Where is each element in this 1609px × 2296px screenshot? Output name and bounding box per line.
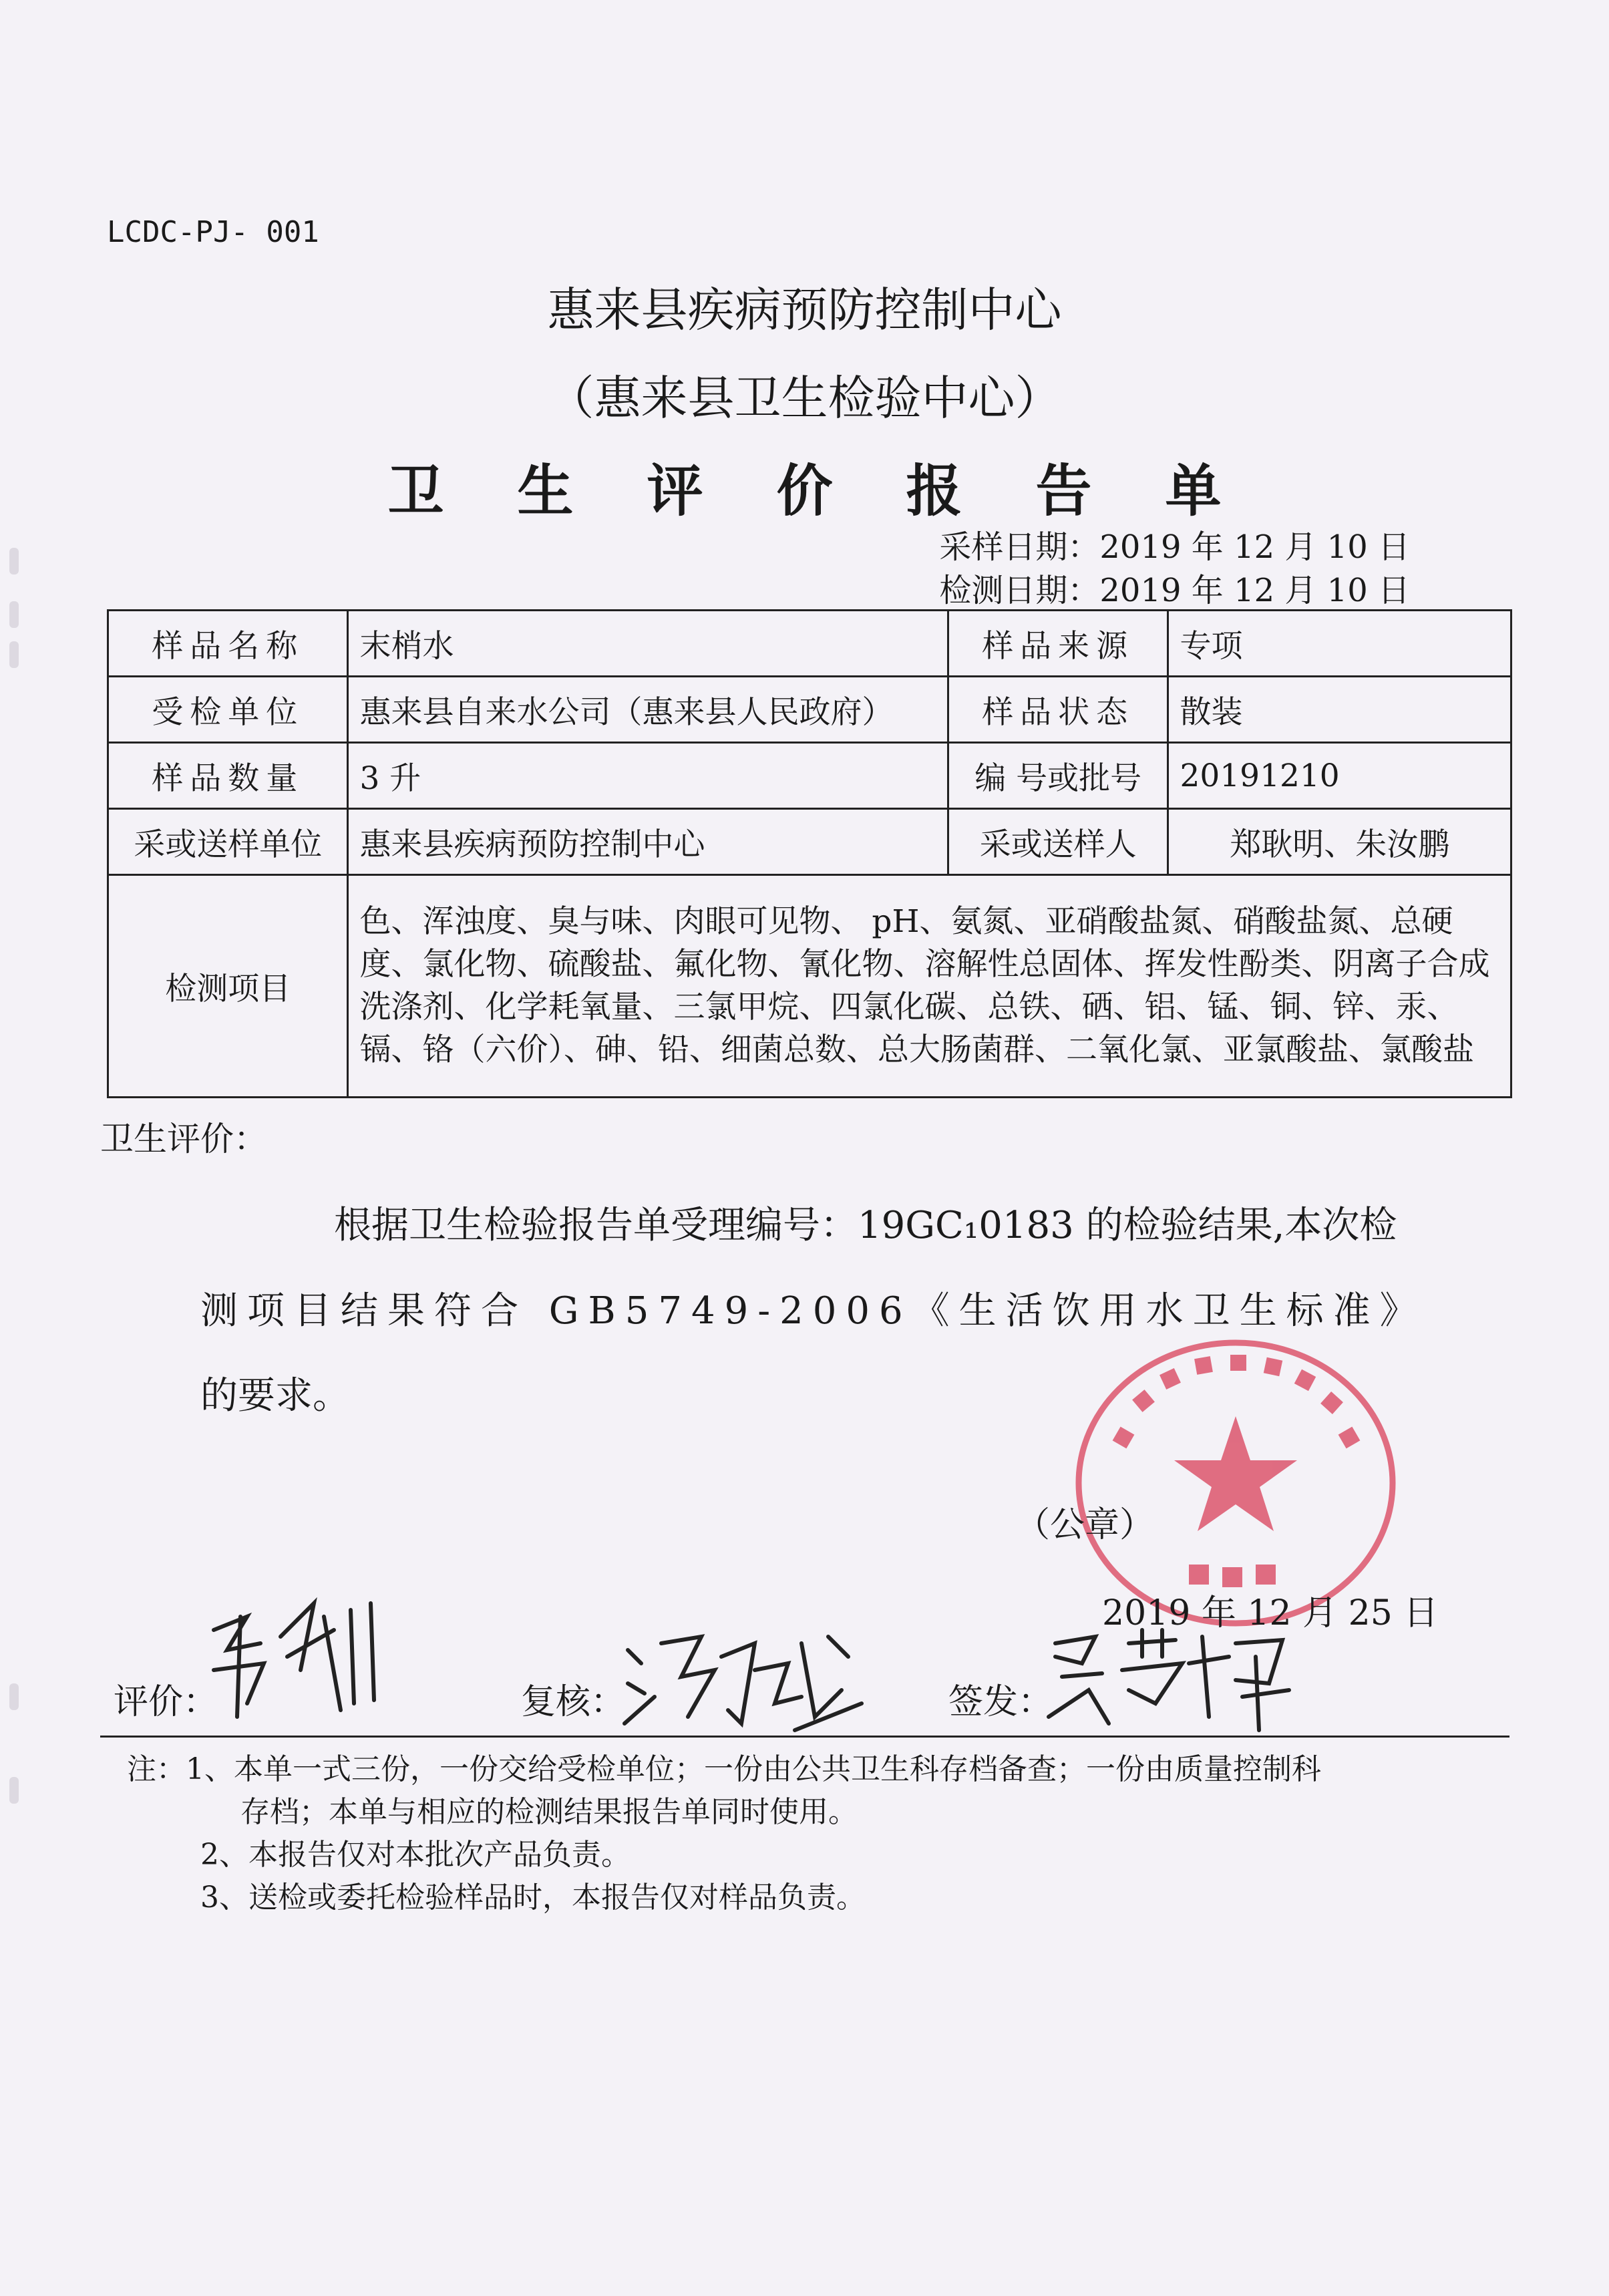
value-sample-source: 专项 [1168, 611, 1511, 677]
label-sample-state: 样品状态 [948, 677, 1168, 743]
evaluation-heading: 卫生评价： [100, 1120, 267, 1158]
table-row [108, 743, 1511, 809]
sample-date: 采样日期：2019 年 12 月 10 日 [939, 528, 1410, 566]
evaluation-paragraph-line-2: 测项目结果符合 GB5749-2006《生活饮用水卫生标准》 [200, 1289, 1427, 1333]
note-1: 注：1、本单一式三份，一份交给受检单位；一份由公共卫生科存档备查；一份由质量控制科 [127, 1752, 1321, 1786]
test-date: 检测日期：2019 年 12 月 10 日 [939, 572, 1410, 609]
evaluator-label: 评价： [114, 1682, 218, 1722]
value-sample-name: 末梢水 [348, 611, 948, 677]
label-sample-name: 样品名称 [108, 611, 348, 677]
footer-divider [100, 1736, 1509, 1738]
label-sampler: 采或送样人 [948, 809, 1168, 875]
label-inspected-unit: 受检单位 [108, 677, 348, 743]
value-batch-number: 20191210 [1168, 743, 1511, 809]
punch-mark [9, 1777, 19, 1804]
table-row [108, 809, 1511, 875]
value-sample-state: 散装 [1168, 677, 1511, 743]
org-subtitle: （惠来县卫生检验中心） [547, 371, 1062, 426]
value-sampler: 郑耿明、朱汝鹏 [1168, 809, 1511, 875]
issuer-signature [1042, 1617, 1296, 1737]
table-row [108, 677, 1511, 743]
evaluator-signature [200, 1590, 394, 1724]
label-test-items: 检测项目 [108, 875, 348, 1098]
value-sample-quantity: 3 升 [348, 743, 948, 809]
evaluation-paragraph-line-1: 根据卫生检验报告单受理编号：19GC₁0183 的检验结果,本次检 [334, 1204, 1397, 1247]
punch-mark [9, 601, 19, 628]
issuer-label: 签发： [948, 1682, 1053, 1722]
evaluation-paragraph-line-3: 的要求。 [200, 1374, 350, 1418]
table-row [108, 611, 1511, 677]
issue-date: 2019 年 12 月 25 日 [1102, 1593, 1439, 1633]
note-1-continued: 存档；本单与相应的检测结果报告单同时使用。 [240, 1795, 858, 1829]
report-title: 卫生评价报告单 [387, 458, 1295, 524]
value-sampling-unit: 惠来县疾病预防控制中心 [348, 809, 948, 875]
value-test-items: 色、浑浊度、臭与味、肉眼可见物、 pH、氨氮、亚硝酸盐氮、硝酸盐氮、总硬度、氯化物、硫酸盐、氟化物、氰化物、溶解性总固体、挥发性酚类、阴离子合成洗涤剂、化学耗氧量、三氯甲烷、四氯化碳、总铁、硒、铝、锰、铜、锌、汞、镉、铬（六价）、砷、铅、细菌总数、总大肠菌群、二氧化氯、亚氯酸盐、氯酸盐 [348, 875, 1511, 1098]
reviewer-label: 复核： [521, 1682, 626, 1722]
sample-info-table [107, 609, 1512, 1098]
punch-mark [9, 548, 19, 575]
punch-mark [9, 1683, 19, 1710]
seal-label: （公章） [1015, 1505, 1155, 1545]
reviewer-signature [614, 1617, 868, 1744]
org-name: 惠来县疾病预防控制中心 [547, 283, 1062, 337]
table-row [108, 875, 1511, 1098]
label-sample-quantity: 样品数量 [108, 743, 348, 809]
label-batch-number: 编 号或批号 [948, 743, 1168, 809]
note-3: 3、送检或委托检验样品时，本报告仅对样品负责。 [200, 1880, 866, 1915]
punch-mark [9, 641, 19, 668]
label-sampling-unit: 采或送样单位 [108, 809, 348, 875]
label-sample-source: 样品来源 [948, 611, 1168, 677]
value-inspected-unit: 惠来县自来水公司（惠来县人民政府） [348, 677, 948, 743]
form-code: LCDC-PJ- 001 [107, 215, 319, 249]
note-2: 2、本报告仅对本批次产品负责。 [200, 1838, 631, 1872]
